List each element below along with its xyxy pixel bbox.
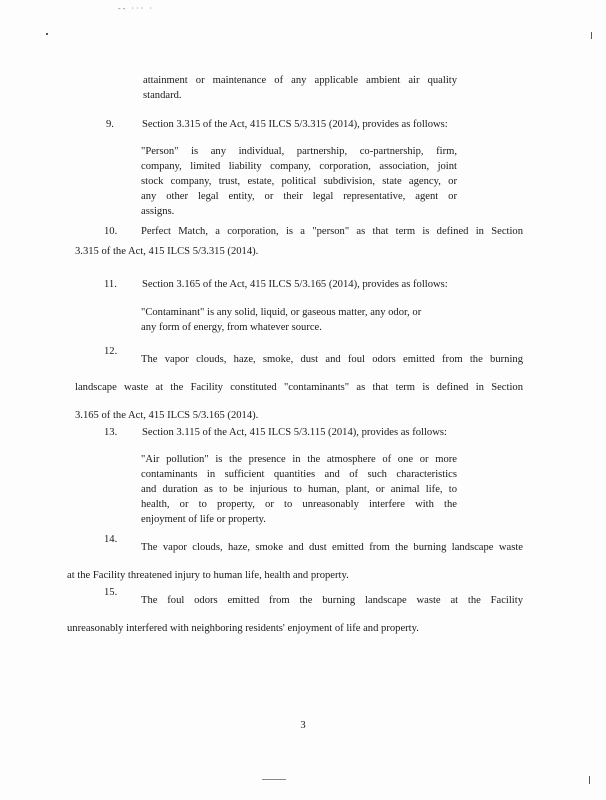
paragraph-number: 14.: [104, 534, 118, 545]
header-marks: -- ··· ·: [118, 4, 154, 13]
paragraph-11: [142, 279, 522, 290]
quote-line: company, limited liability company, corporation, association, joint: [141, 161, 457, 172]
paragraph-number: 10.: [104, 226, 118, 237]
quote-air-pollution-definition: [141, 452, 457, 527]
quote-line: health, or to property, or to unreasonably interfere with the: [141, 499, 457, 510]
quote-line: contaminants in sufficient quantities and of such characteristics: [141, 469, 457, 480]
paragraph-9: [142, 119, 522, 130]
quote-line: any other legal entity, or their legal representative, agent or: [141, 191, 457, 202]
quote-contaminant-definition: [141, 305, 457, 335]
quote-line: standard.: [143, 90, 182, 101]
paragraph-line: at the Facility threatened injury to human life, health and property.: [67, 570, 349, 581]
paragraph-line: landscape waste at the Facility constituted "contaminants" as that term is defined in Section: [75, 382, 523, 393]
quote-line: attainment or maintenance of any applicable ambient air quality: [143, 75, 457, 86]
quote-person-definition: [141, 144, 457, 219]
paragraph-number: 11.: [104, 279, 117, 290]
paragraph-number: 13.: [104, 427, 118, 438]
paragraph-number: 12.: [104, 346, 118, 357]
quote-continuation: [143, 73, 457, 103]
paragraph-line: The vapor clouds, haze, smoke and dust emitted from the burning landscape waste: [141, 542, 523, 553]
quote-line: any form of energy, from whatever source.: [141, 322, 322, 333]
paragraph-line: Section 3.315 of the Act, 415 ILCS 5/3.315 (2014), provides as follows:: [142, 119, 448, 130]
paragraph-line: Section 3.165 of the Act, 415 ILCS 5/3.165 (2014), provides as follows:: [142, 279, 448, 290]
quote-line: "Air pollution" is the presence in the atmosphere of one or more: [141, 454, 457, 465]
paragraph-number: 9.: [106, 119, 114, 130]
paragraph-line: Perfect Match, a corporation, is a "person" as that term is defined in Section: [141, 226, 523, 237]
paragraph-12: [75, 346, 523, 430]
scan-mark: [589, 776, 590, 784]
scan-mark: [46, 33, 48, 35]
paragraph-15: [67, 587, 523, 643]
quote-line: "Person" is any individual, partnership, co-partnership, firm,: [141, 146, 457, 157]
paragraph-line: The foul odors emitted from the burning landscape waste at the Facility: [141, 595, 523, 606]
paragraph-line: The vapor clouds, haze, smoke, dust and foul odors emitted from the burning: [141, 354, 523, 365]
paragraph-14: [67, 534, 523, 590]
scan-mark: [591, 32, 592, 39]
paragraph-line: unreasonably interfered with neighboring residents' enjoyment of life and property.: [67, 623, 419, 634]
paragraph-line: 3.165 of the Act, 415 ILCS 5/3.165 (2014).: [75, 410, 259, 421]
quote-line: and duration as to be injurious to human, plant, or animal life, to: [141, 484, 457, 495]
page-number: 3: [300, 720, 306, 731]
scan-mark: [262, 779, 286, 780]
quote-line: enjoyment of life or property.: [141, 514, 266, 525]
quote-line: stock company, trust, estate, political subdivision, state agency, or: [141, 176, 457, 187]
paragraph-13: [142, 427, 522, 438]
paragraph-line: 3.315 of the Act, 415 ILCS 5/3.315 (2014).: [75, 246, 259, 257]
paragraph-line: Section 3.115 of the Act, 415 ILCS 5/3.115 (2014), provides as follows:: [142, 427, 447, 438]
paragraph-10: [75, 226, 523, 257]
paragraph-number: 15.: [104, 587, 118, 598]
quote-line: "Contaminant" is any solid, liquid, or gaseous matter, any odor, or: [141, 307, 422, 318]
quote-line: assigns.: [141, 206, 175, 217]
